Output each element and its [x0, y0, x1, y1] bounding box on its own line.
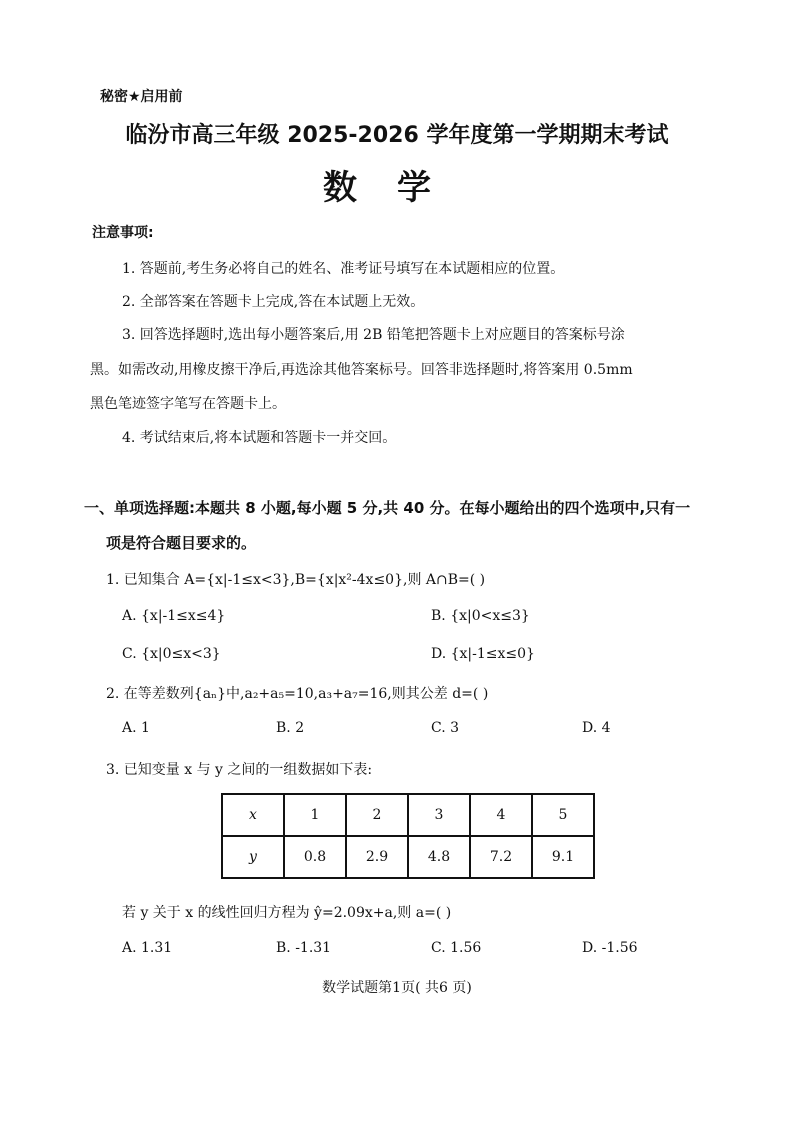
- notice-item: 2. 全部答案在答题卡上完成,答在本试题上无效。: [122, 294, 425, 310]
- question-2-option-c: C. 3: [431, 720, 460, 736]
- table-header-y: y: [222, 836, 284, 878]
- question-1-option-c: C. {x|0≤x<3}: [122, 646, 221, 662]
- table-cell: 0.8: [284, 836, 346, 878]
- notice-item: 1. 答题前,考生务必将自己的姓名、准考证号填写在本试题相应的位置。: [122, 261, 565, 277]
- question-3-option-a: A. 1.31: [122, 940, 173, 956]
- question-3-question: 若 y 关于 x 的线性回归方程为 ŷ=2.09x+a,则 a=( ): [122, 905, 452, 921]
- table-cell: 7.2: [470, 836, 532, 878]
- table-cell: 3: [408, 794, 470, 836]
- table-row: [222, 794, 594, 836]
- secret-label: 秘密★启用前: [100, 89, 183, 105]
- question-1-stem: 1. 已知集合 A={x|-1≤x<3},B={x|x²-4x≤0},则 A∩B=( ): [106, 572, 486, 588]
- question-2-option-d: D. 4: [582, 720, 611, 736]
- question-3-option-b: B. -1.31: [276, 940, 332, 956]
- table-cell: 4.8: [408, 836, 470, 878]
- question-3-option-c: C. 1.56: [431, 940, 482, 956]
- table-header-x: x: [222, 794, 284, 836]
- notice-heading: 注意事项:: [92, 225, 154, 241]
- question-1-option-b: B. {x|0<x≤3}: [431, 608, 530, 624]
- table-cell: 5: [532, 794, 594, 836]
- table-cell: 9.1: [532, 836, 594, 878]
- question-3-option-d: D. -1.56: [582, 940, 638, 956]
- subject-title: 数学: [323, 168, 471, 208]
- notice-item: 黑色笔迹签字笔写在答题卡上。: [90, 396, 286, 412]
- question-1-option-d: D. {x|-1≤x≤0}: [431, 646, 535, 662]
- question-2-stem: 2. 在等差数列{aₙ}中,a₂+a₅=10,a₃+a₇=16,则其公差 d=( ): [106, 686, 489, 702]
- section-heading-cont: 项是符合题目要求的。: [106, 534, 257, 552]
- table-cell: 4: [470, 794, 532, 836]
- notice-item: 3. 回答选择题时,选出每小题答案后,用 2B 铅笔把答题卡上对应题目的答案标号涂: [122, 327, 625, 343]
- notice-item: 4. 考试结束后,将本试题和答题卡一并交回。: [122, 430, 397, 446]
- exam-title: 临汾市高三年级 2025-2026 学年度第一学期期末考试: [125, 123, 669, 148]
- table-row: [222, 836, 594, 878]
- data-table: [221, 793, 595, 879]
- question-3-stem: 3. 已知变量 x 与 y 之间的一组数据如下表:: [106, 762, 373, 778]
- table-cell: 2.9: [346, 836, 408, 878]
- table-cell: 1: [284, 794, 346, 836]
- question-1-option-a: A. {x|-1≤x≤4}: [122, 608, 226, 624]
- question-2-option-a: A. 1: [122, 720, 150, 736]
- section-heading: 一、单项选择题:本题共 8 小题,每小题 5 分,共 40 分。在每小题给出的四个选项中,只有一: [84, 499, 691, 517]
- question-2-option-b: B. 2: [276, 720, 305, 736]
- table-cell: 2: [346, 794, 408, 836]
- notice-item: 黑。如需改动,用橡皮擦干净后,再选涂其他答案标号。回答非选择题时,将答案用 0.5mm: [90, 362, 633, 378]
- page-footer: 数学试题第1页( 共6 页): [322, 980, 472, 996]
